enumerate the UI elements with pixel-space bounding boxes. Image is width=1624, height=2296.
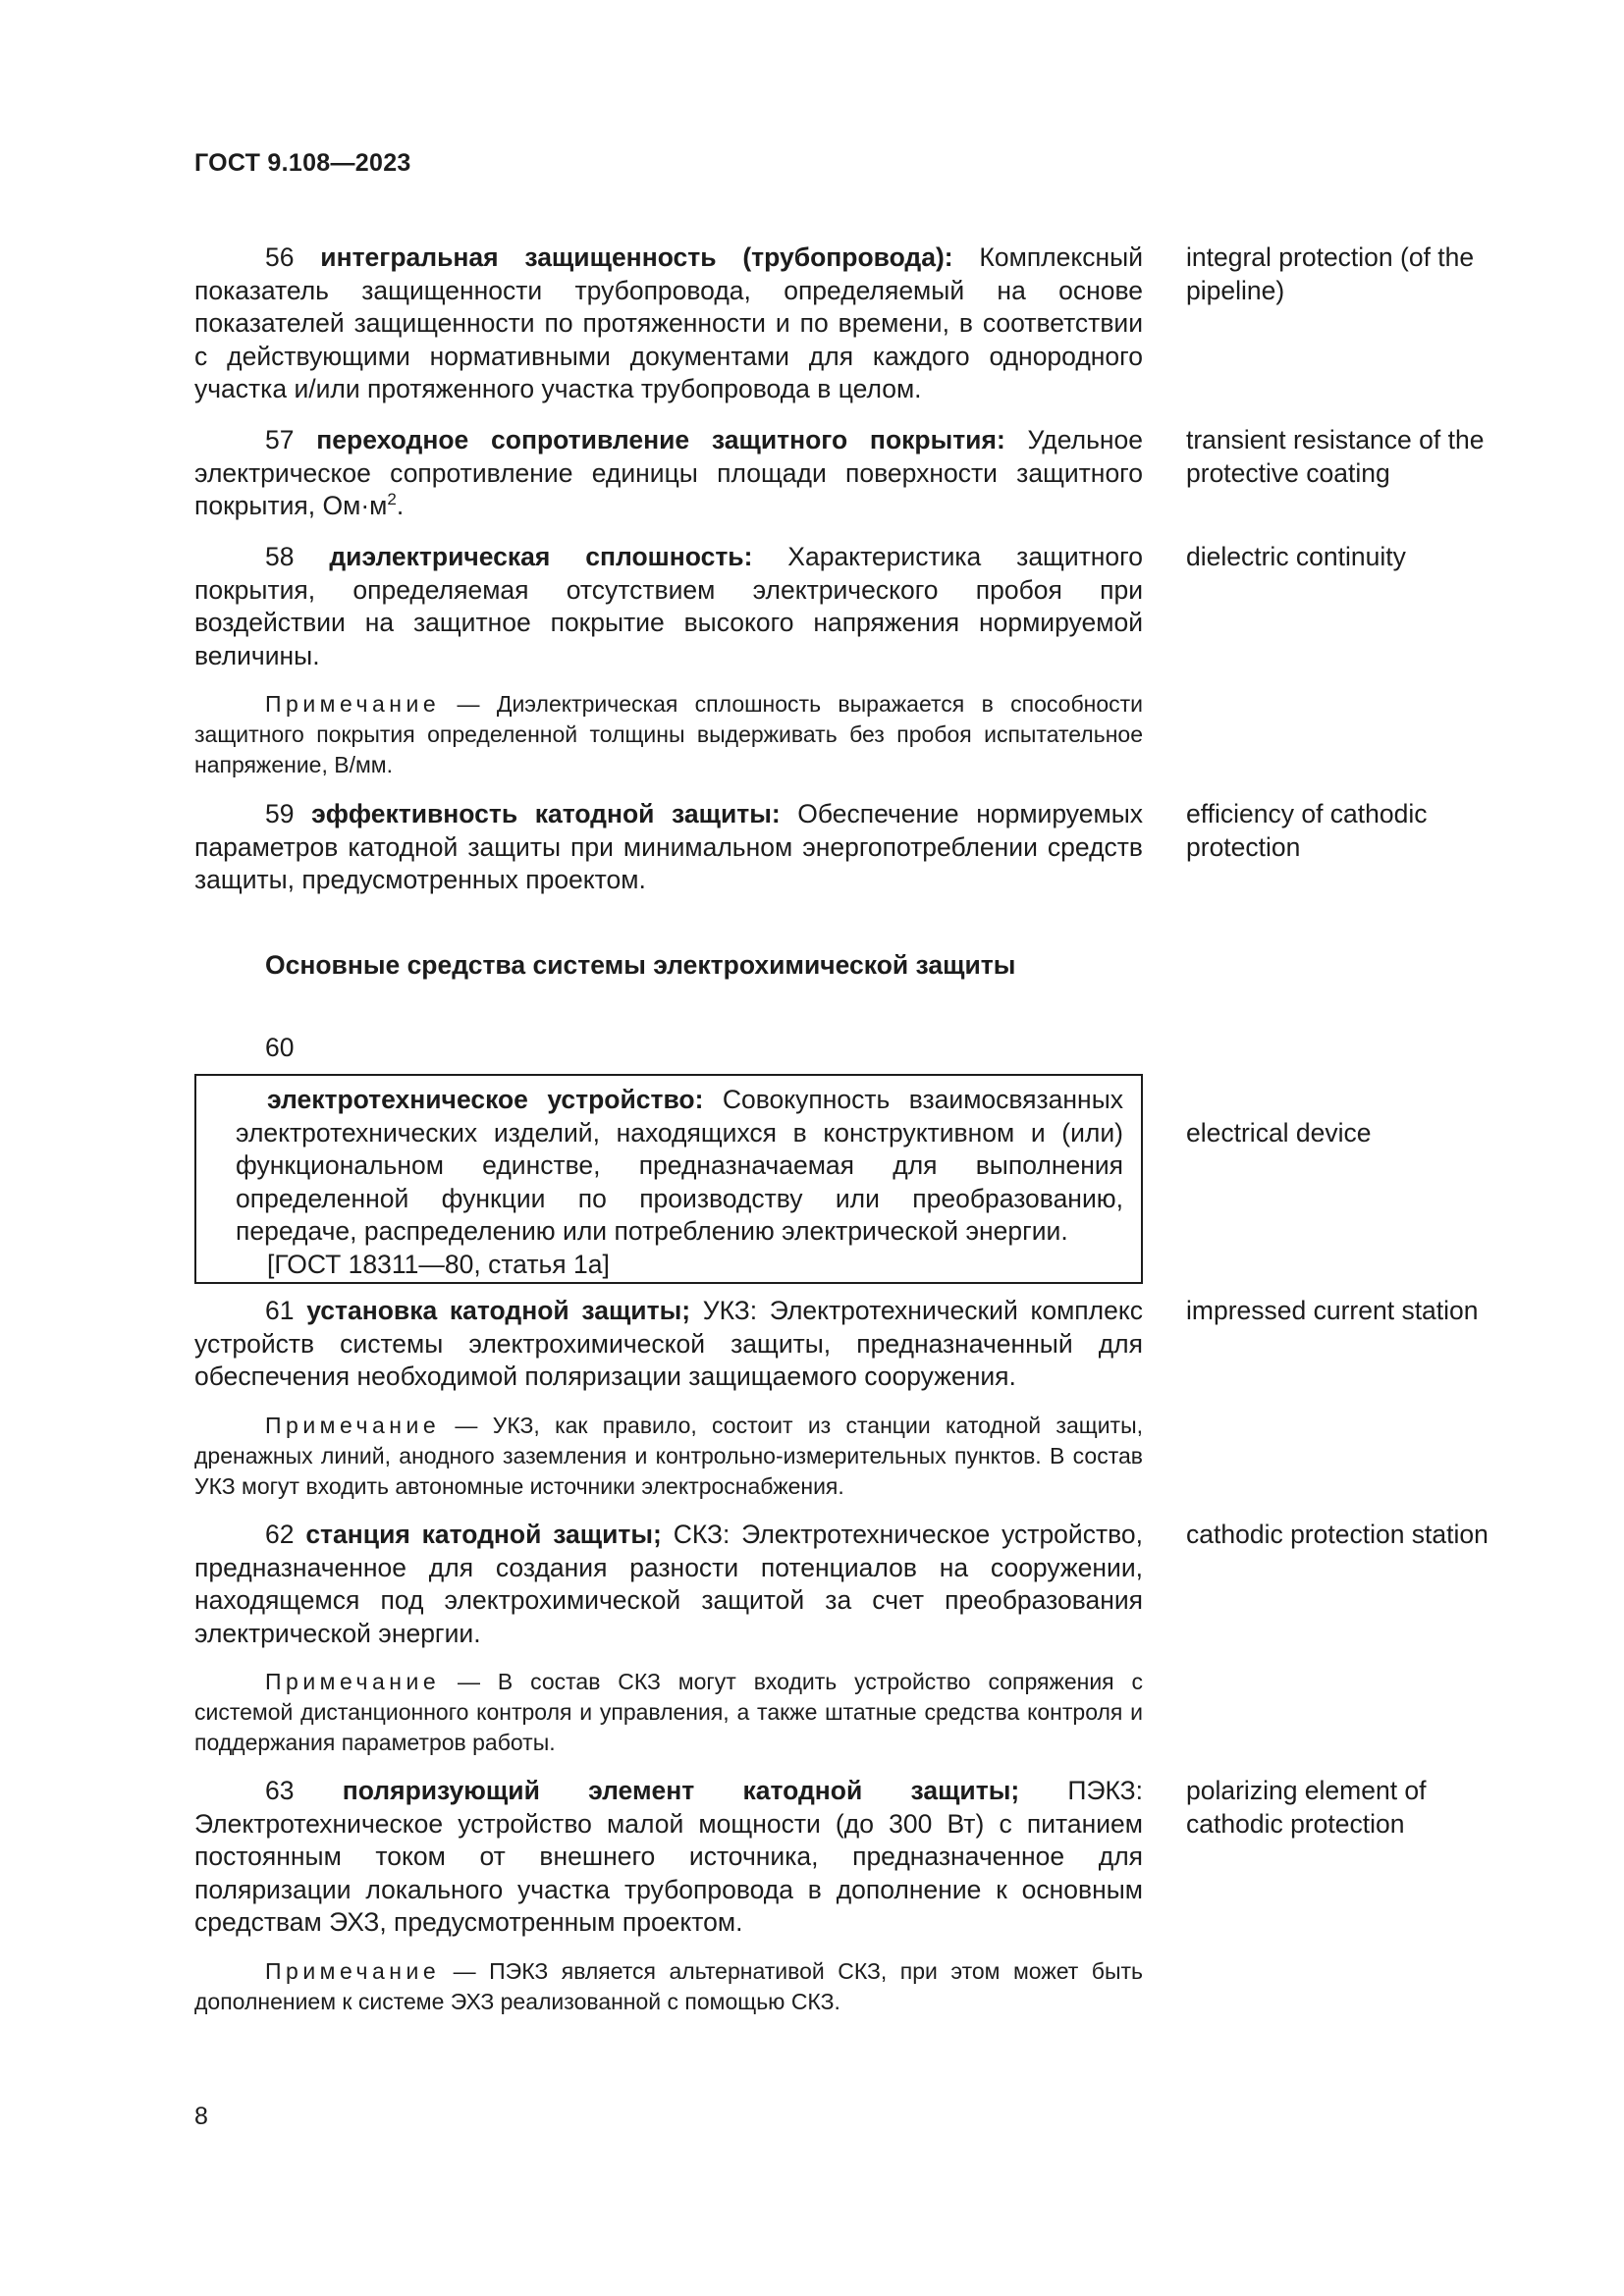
definition-text: Характеристика защитного покрытия, определяемая отсутствием электрического пробоя при воздействии на защитное покрытие высокого напряжения нормируемой величины. [194, 542, 1143, 670]
term-title: установка катодной защиты; [306, 1296, 691, 1325]
term-title: электротехническое устройство: [267, 1085, 704, 1114]
note-label: Примечание [265, 1413, 441, 1438]
note-label: Примечание [265, 1958, 441, 1984]
note-text: — Диэлектрическая сплошность выражается в способности защитного покрытия определенной толщины выдерживать без пробоя испытательное напряжение, В/мм. [194, 691, 1143, 777]
note-61 [194, 1411, 1143, 1502]
definition-text: Совокупность взаимосвязанных электротехнических изделий, находящихся в конструктивном и (или) функциональном единстве, предназначаемая для выполнения определенной функции по производству или преобразованию, передаче, распределению или потреблению электрической энергии. [236, 1085, 1123, 1246]
definition-text: СКЗ: Электротехническое устройство, предназначенное для создания разности потенциалов на сооружении, находящемся под электрохимической защитой за счет преобразования электрической энергии. [194, 1520, 1143, 1648]
definition-end: . [396, 491, 405, 520]
term-number: 62 [265, 1520, 295, 1549]
term-definition [194, 541, 1143, 672]
term-title: поляризующий элемент катодной защиты; [342, 1776, 1020, 1805]
english-equivalent: cathodic protection station [1186, 1520, 1489, 1549]
source-reference: [ГОСТ 18311—80, статья 1а] [267, 1249, 610, 1279]
term-title: станция катодной защиты; [305, 1520, 662, 1549]
english-equivalent: impressed current station [1186, 1296, 1479, 1325]
document-code-header: ГОСТ 9.108—2023 [194, 149, 411, 177]
definition-text: ПЭКЗ: Электротехническое устройство малой мощности (до 300 Вт) с питанием постоянным током от внешнего источника, предназначенное для поляризации локального участка трубопровода в дополнение к основным средствам ЭХЗ, предусмотренным проектом. [194, 1776, 1144, 1937]
term-number: 63 [265, 1776, 295, 1805]
definition-text: УКЗ: Электротехнический комплекс устройств системы электрохимической защиты, предназначенный для обеспечения необходимой поляризации защищаемого сооружения. [194, 1296, 1143, 1391]
english-equivalent: polarizing element of cathodic protection [1186, 1776, 1427, 1839]
note-text: — В состав СКЗ могут входить устройство сопряжения с системой дистанционного контроля и управления, а также штатные средства контроля и поддержания параметров работы. [194, 1669, 1143, 1755]
term-definition [194, 241, 1143, 406]
superscript: 2 [387, 490, 397, 508]
english-equivalent: efficiency of cathodic protection [1186, 799, 1428, 862]
english-equivalent: electrical device [1186, 1118, 1372, 1148]
note-text: — ПЭКЗ является альтернативой СКЗ, при этом может быть дополнением к системе ЭХЗ реализованной с помощью СКЗ. [194, 1958, 1143, 2014]
note-62 [194, 1667, 1143, 1758]
term-definition [194, 798, 1143, 897]
term-title: эффективность катодной защиты: [311, 799, 781, 828]
boxed-term-number: 60 [265, 1033, 295, 1062]
term-number: 58 [265, 542, 295, 571]
definition-text: Удельное электрическое сопротивление единицы площади поверхности защитного покрытия, Ом·м [194, 425, 1143, 520]
boxed-term-entry-60 [194, 1074, 1143, 1284]
note-label: Примечание [265, 1669, 441, 1694]
term-number: 56 [265, 242, 295, 272]
term-number: 59 [265, 799, 295, 828]
note-label: Примечание [265, 691, 441, 717]
term-title: переходное сопротивление защитного покрытия: [316, 425, 1005, 454]
term-definition [236, 1084, 1123, 1281]
note-text: — УКЗ, как правило, состоит из станции катодной защиты, дренажных линий, анодного заземления и контрольно-измерительных пунктов. В состав УКЗ могут входить автономные источники электроснабжения. [194, 1413, 1143, 1499]
definition-text: Обеспечение нормируемых параметров катодной защиты при минимальном энергопотреблении средств защиты, предусмотренных проектом. [194, 799, 1143, 894]
english-equivalent: transient resistance of the protective coating [1186, 425, 1485, 488]
note-63 [194, 1956, 1143, 2017]
english-equivalent: integral protection (of the pipeline) [1186, 242, 1475, 305]
english-equivalent: dielectric continuity [1186, 542, 1406, 571]
section-heading: Основные средства системы электрохимической защиты [265, 950, 1016, 980]
term-title: диэлектрическая сплошность: [329, 542, 753, 571]
term-definition [194, 1775, 1143, 1940]
term-definition [194, 1295, 1143, 1394]
definition-text: Комплексный показатель защищенности трубопровода, определяемый на основе показателей защищенности по протяженности и по времени, в соответствии с действующими нормативными документами для каждого однородного участка и/или протяженного участка трубопровода в целом. [194, 242, 1143, 403]
term-number: 61 [265, 1296, 295, 1325]
term-definition [194, 1519, 1143, 1650]
note-58 [194, 689, 1143, 780]
term-title: интегральная защищенность (трубопровода): [320, 242, 953, 272]
term-definition [194, 424, 1143, 523]
page-number: 8 [194, 2103, 208, 2130]
term-number: 57 [265, 425, 295, 454]
